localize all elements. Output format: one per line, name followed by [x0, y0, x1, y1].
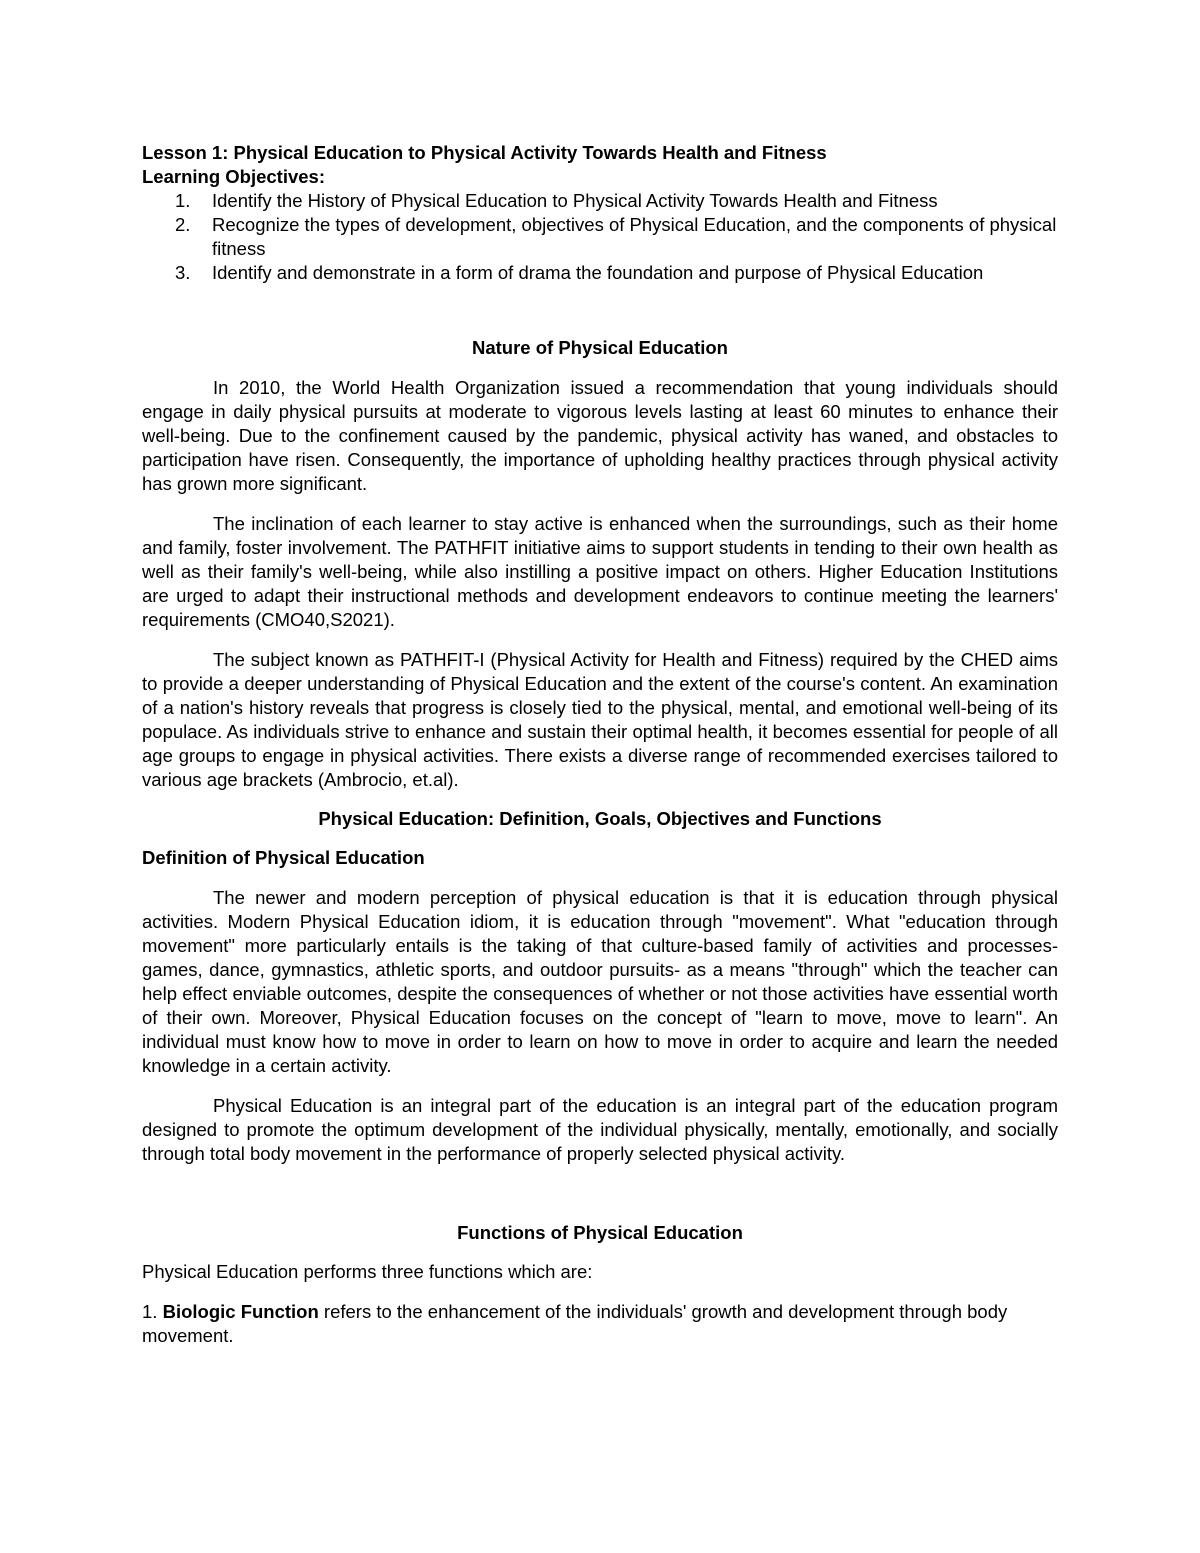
function-number: 1.: [142, 1301, 158, 1322]
document-page: [142, 140, 1058, 1348]
definition-paragraph: Physical Education is an integral part of the education is an integral part of the education program designed to promote the optimum development of the individual physically, mentally, emotionally, and socially through total body movement in the performance of properly selected physical activity.: [142, 1095, 1058, 1164]
objective-number: 1.: [175, 190, 191, 211]
function-item: [142, 1300, 1058, 1348]
definition-section-heading: Physical Education: Definition, Goals, Objectives and Functions: [318, 808, 882, 829]
nature-paragraph: In 2010, the World Health Organization issued a recommendation that young individuals should engage in daily physical pursuits at moderate to vigorous levels lasting at least 60 minutes to enhance their well-being. Due to the confinement caused by the pandemic, physical activity has waned, and obstacles to participation have risen. Consequently, the importance of upholding healthy practices through physical activity has grown more significant.: [142, 377, 1058, 494]
objective-item: [142, 261, 1058, 285]
nature-paragraph: The inclination of each learner to stay active is enhanced when the surroundings, such as their home and family, foster involvement. The PATHFIT initiative aims to support students in tending to their own health as well as their family's well-being, while also instilling a positive impact on others. Higher Education Institutions are urged to adapt their instructional methods and development endeavors to continue meeting the learners' requirements (CMO40,S2021).: [142, 513, 1058, 630]
lesson-title: Lesson 1: Physical Education to Physical Activity Towards Health and Fitness: [142, 142, 827, 163]
function-description: refers to the enhancement of the individuals' growth and development through body movement.: [142, 1301, 1008, 1346]
nature-heading: Nature of Physical Education: [472, 337, 728, 358]
learning-objectives-heading: Learning Objectives:: [142, 166, 325, 187]
objective-text: Identify the History of Physical Education to Physical Activity Towards Health and Fitness: [212, 190, 938, 211]
nature-paragraph: The subject known as PATHFIT-I (Physical Activity for Health and Fitness) required by the CHED aims to provide a deeper understanding of Physical Education and the extent of the course's content. An examination of a nation's history reveals that progress is closely tied to the physical, mental, and emotional well-being of its populace. As individuals strive to enhance and sustain their optimal health, it becomes essential for people of all age groups to engage in physical activities. There exists a diverse range of recommended exercises tailored to various age brackets (Ambrocio, et.al).: [142, 649, 1058, 790]
definition-paragraph: The newer and modern perception of physical education is that it is education through physical activities. Modern Physical Education idiom, it is education through "movement". What "education through movement" more particularly entails is the taking of that culture-based family of activities and processes- games, dance, gymnastics, athletic sports, and outdoor pursuits- as a means "through" which the teacher can help effect enviable outcomes, despite the consequences of whether or not those activities have essential worth of their own. Moreover, Physical Education focuses on the concept of "learn to move, move to learn". An individual must know how to move in order to learn on how to move in order to acquire and learn the needed knowledge in a certain activity.: [142, 887, 1058, 1076]
objectives-list: [142, 189, 1058, 285]
objective-text: Recognize the types of development, objectives of Physical Education, and the components of physical fitness: [212, 214, 1057, 259]
objective-number: 3.: [175, 262, 191, 283]
objective-item: [142, 189, 1058, 213]
objective-number: 2.: [175, 214, 191, 235]
functions-intro: Physical Education performs three functions which are:: [142, 1261, 593, 1282]
objective-text: Identify and demonstrate in a form of drama the foundation and purpose of Physical Education: [212, 262, 984, 283]
objective-item: [142, 213, 1058, 261]
definition-subheading: Definition of Physical Education: [142, 847, 425, 868]
functions-heading: Functions of Physical Education: [457, 1222, 743, 1243]
function-term: Biologic Function: [162, 1301, 319, 1322]
